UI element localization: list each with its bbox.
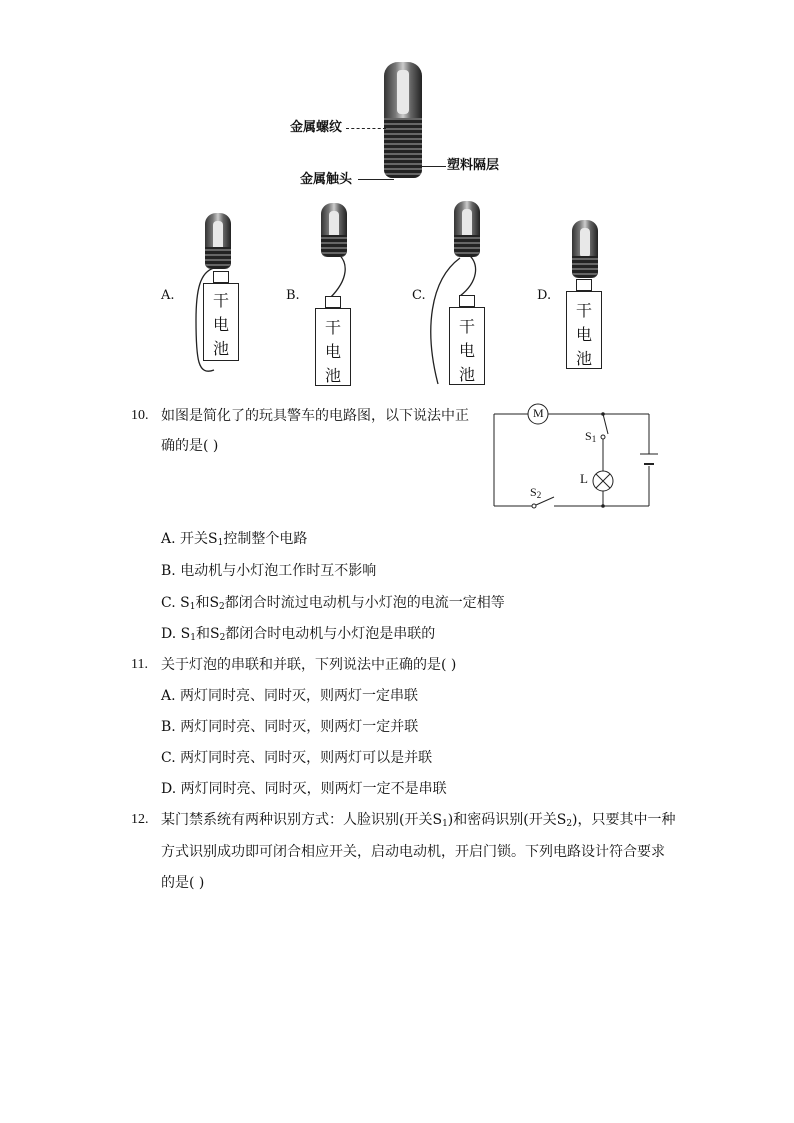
q12-stem-line3: 的是( ) [161,875,205,891]
q10-option-b[interactable]: B. 电动机与小灯泡工作时互不影响 [161,563,377,579]
circuit-s1-label: $S_1$ [585,429,597,444]
label-metal-thread: 金属螺纹 [290,120,343,135]
q10-stem-line1: 如图是简化了的玩具警车的电路图，以下说法中正 [161,408,469,424]
q12-number: 12. [131,812,149,827]
option-b-bulb [321,203,347,257]
label-plastic-insulation: 塑料隔层 [447,158,500,173]
q11-option-a[interactable]: A. 两灯同时亮、同时灭，则两灯一定串联 [161,688,419,704]
q11-option-d[interactable]: D. 两灯同时亮、同时灭，则两灯一定不是串联 [161,781,447,797]
option-a-label: A. [161,288,175,303]
label-metal-contact: 金属触头 [300,172,353,187]
q11-stem: 关于灯泡的串联和并联，下列说法中正确的是( ) [161,657,457,673]
option-b-label: B. [286,288,300,303]
circuit-s2-label: $S_2$ [530,485,542,500]
circuit-lamp-label: L [580,471,588,486]
q10-option-d[interactable]: D. $S_1$和$S_2$都闭合时电动机与小灯泡是串联的 [161,626,436,643]
option-c-battery: 干 电 池 [449,307,485,385]
wire-b [330,252,345,298]
option-d-battery: 干 电 池 [566,291,602,369]
q10-circuit-diagram [490,400,660,512]
option-d-label: D. [537,288,552,303]
q10-number: 10. [131,408,149,423]
option-c-bulb [454,201,480,257]
q11-number: 11. [131,657,148,672]
q11-option-b[interactable]: B. 两灯同时亮、同时灭，则两灯一定并联 [161,719,419,735]
q12-stem-line1: 某门禁系统有两种识别方式：人脸识别(开关$S_1$)和密码识别(开关$S_2$)，只要其中一种 [161,812,676,829]
option-c-label: C. [412,288,426,303]
switch-s1-blade [603,414,608,434]
circuit-motor-label: M [533,406,544,420]
option-a-battery: 干 电 池 [203,283,239,361]
q10-stem-line2: 确的是( ) [161,438,219,454]
q12-stem-line2: 方式识别成功即可闭合相应开关，启动电动机，开启门锁。下列电路设计符合要求 [161,844,665,860]
wire-c1 [460,254,476,296]
wiring-curves [0,0,794,400]
option-b-battery: 干 电 池 [315,308,351,386]
option-a-bulb [205,213,231,269]
q10-option-c[interactable]: C. $S_1$和$S_2$都闭合时流过电动机与小灯泡的电流一定相等 [161,595,505,612]
q10-option-a[interactable]: A. 开关$S_1$控制整个电路 [161,531,308,548]
q11-option-c[interactable]: C. 两灯同时亮、同时灭，则两灯可以是并联 [161,750,433,766]
option-d-bulb [572,220,598,278]
